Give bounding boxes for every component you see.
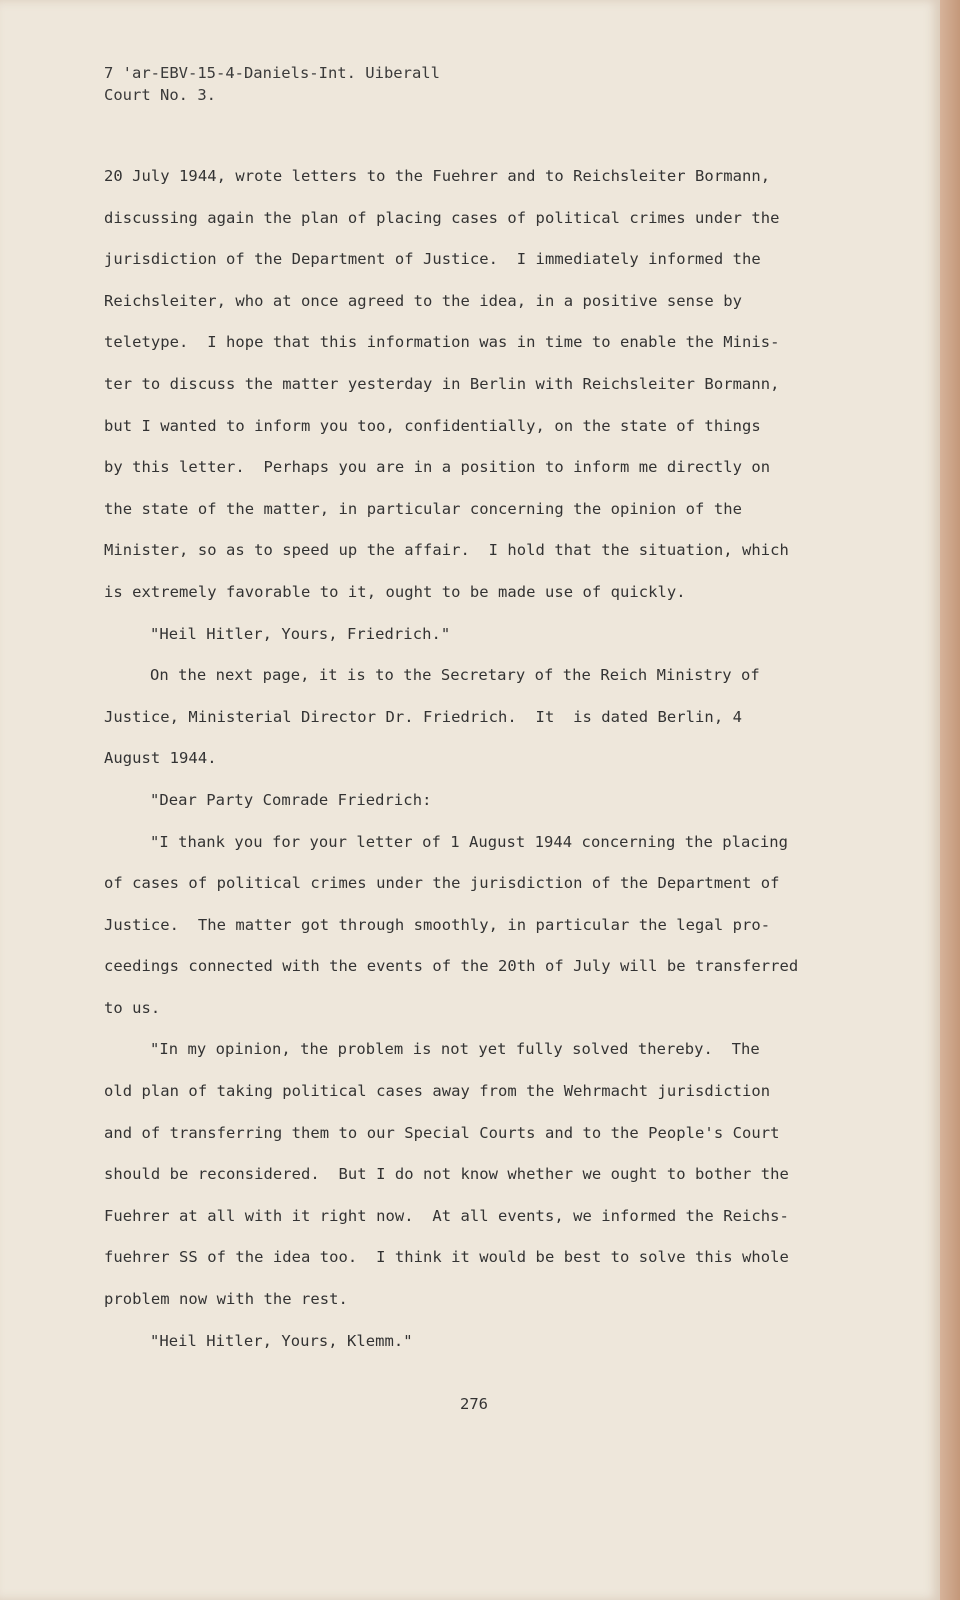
text-line: should be reconsidered. But I do not know whether we ought to bother the <box>104 1165 789 1184</box>
text-line: Justice. The matter got through smoothly, in particular the legal pro- <box>104 915 771 934</box>
text-line: teletype. I hope that this information was in time to enable the Minis- <box>104 333 780 352</box>
text-line: On the next page, it is to the Secretary of the Reich Ministry of <box>150 666 760 685</box>
page-number: 276 <box>460 1395 488 1413</box>
text-line: discussing again the plan of placing cases of political crimes under the <box>104 208 780 227</box>
page-edge <box>940 0 960 1600</box>
text-line: August 1944. <box>104 749 217 768</box>
text-line: "I thank you for your letter of 1 August 1944 concerning the placing <box>150 832 788 851</box>
text-line: to us. <box>104 998 161 1017</box>
text-line: old plan of taking political cases away from the Wehrmacht jurisdiction <box>104 1082 771 1101</box>
document-header <box>104 62 440 106</box>
text-line: jurisdiction of the Department of Justice. I immediately informed the <box>104 250 761 269</box>
text-line: Minister, so as to speed up the affair. I hold that the situation, which <box>104 541 789 560</box>
text-line: the state of the matter, in particular concerning the opinion of the <box>104 499 742 518</box>
text-line: ceedings connected with the events of the 20th of July will be transferred <box>104 957 799 976</box>
text-line: ter to discuss the matter yesterday in Berlin with Reichsleiter Bormann, <box>104 374 780 393</box>
text-line: "Heil Hitler, Yours, Friedrich." <box>150 624 451 643</box>
text-line: problem now with the rest. <box>104 1290 348 1309</box>
text-line: but I wanted to inform you too, confidentially, on the state of things <box>104 416 761 435</box>
text-line: is extremely favorable to it, ought to be made use of quickly. <box>104 582 686 601</box>
document-body <box>104 165 864 1371</box>
text-line: Justice, Ministerial Director Dr. Friedrich. It is dated Berlin, 4 <box>104 707 742 726</box>
header-line-1: 7 'ar-EBV-15-4-Daniels-Int. Uiberall <box>104 64 440 82</box>
text-line: and of transferring them to our Special Courts and to the People's Court <box>104 1123 780 1142</box>
text-line: "In my opinion, the problem is not yet fully solved thereby. The <box>150 1040 760 1059</box>
text-line: by this letter. Perhaps you are in a position to inform me directly on <box>104 458 771 477</box>
header-line-2: Court No. 3. <box>104 86 216 104</box>
text-line: Fuehrer at all with it right now. At all events, we informed the Reichs- <box>104 1206 789 1225</box>
text-line: 20 July 1944, wrote letters to the Fuehrer and to Reichsleiter Bormann, <box>104 167 771 185</box>
text-line: "Heil Hitler, Yours, Klemm." <box>150 1331 413 1350</box>
text-line: fuehrer SS of the idea too. I think it would be best to solve this whole <box>104 1248 789 1267</box>
text-line: Reichsleiter, who at once agreed to the idea, in a positive sense by <box>104 291 742 310</box>
text-line: of cases of political crimes under the jurisdiction of the Department of <box>104 874 780 893</box>
text-line: "Dear Party Comrade Friedrich: <box>150 790 432 809</box>
